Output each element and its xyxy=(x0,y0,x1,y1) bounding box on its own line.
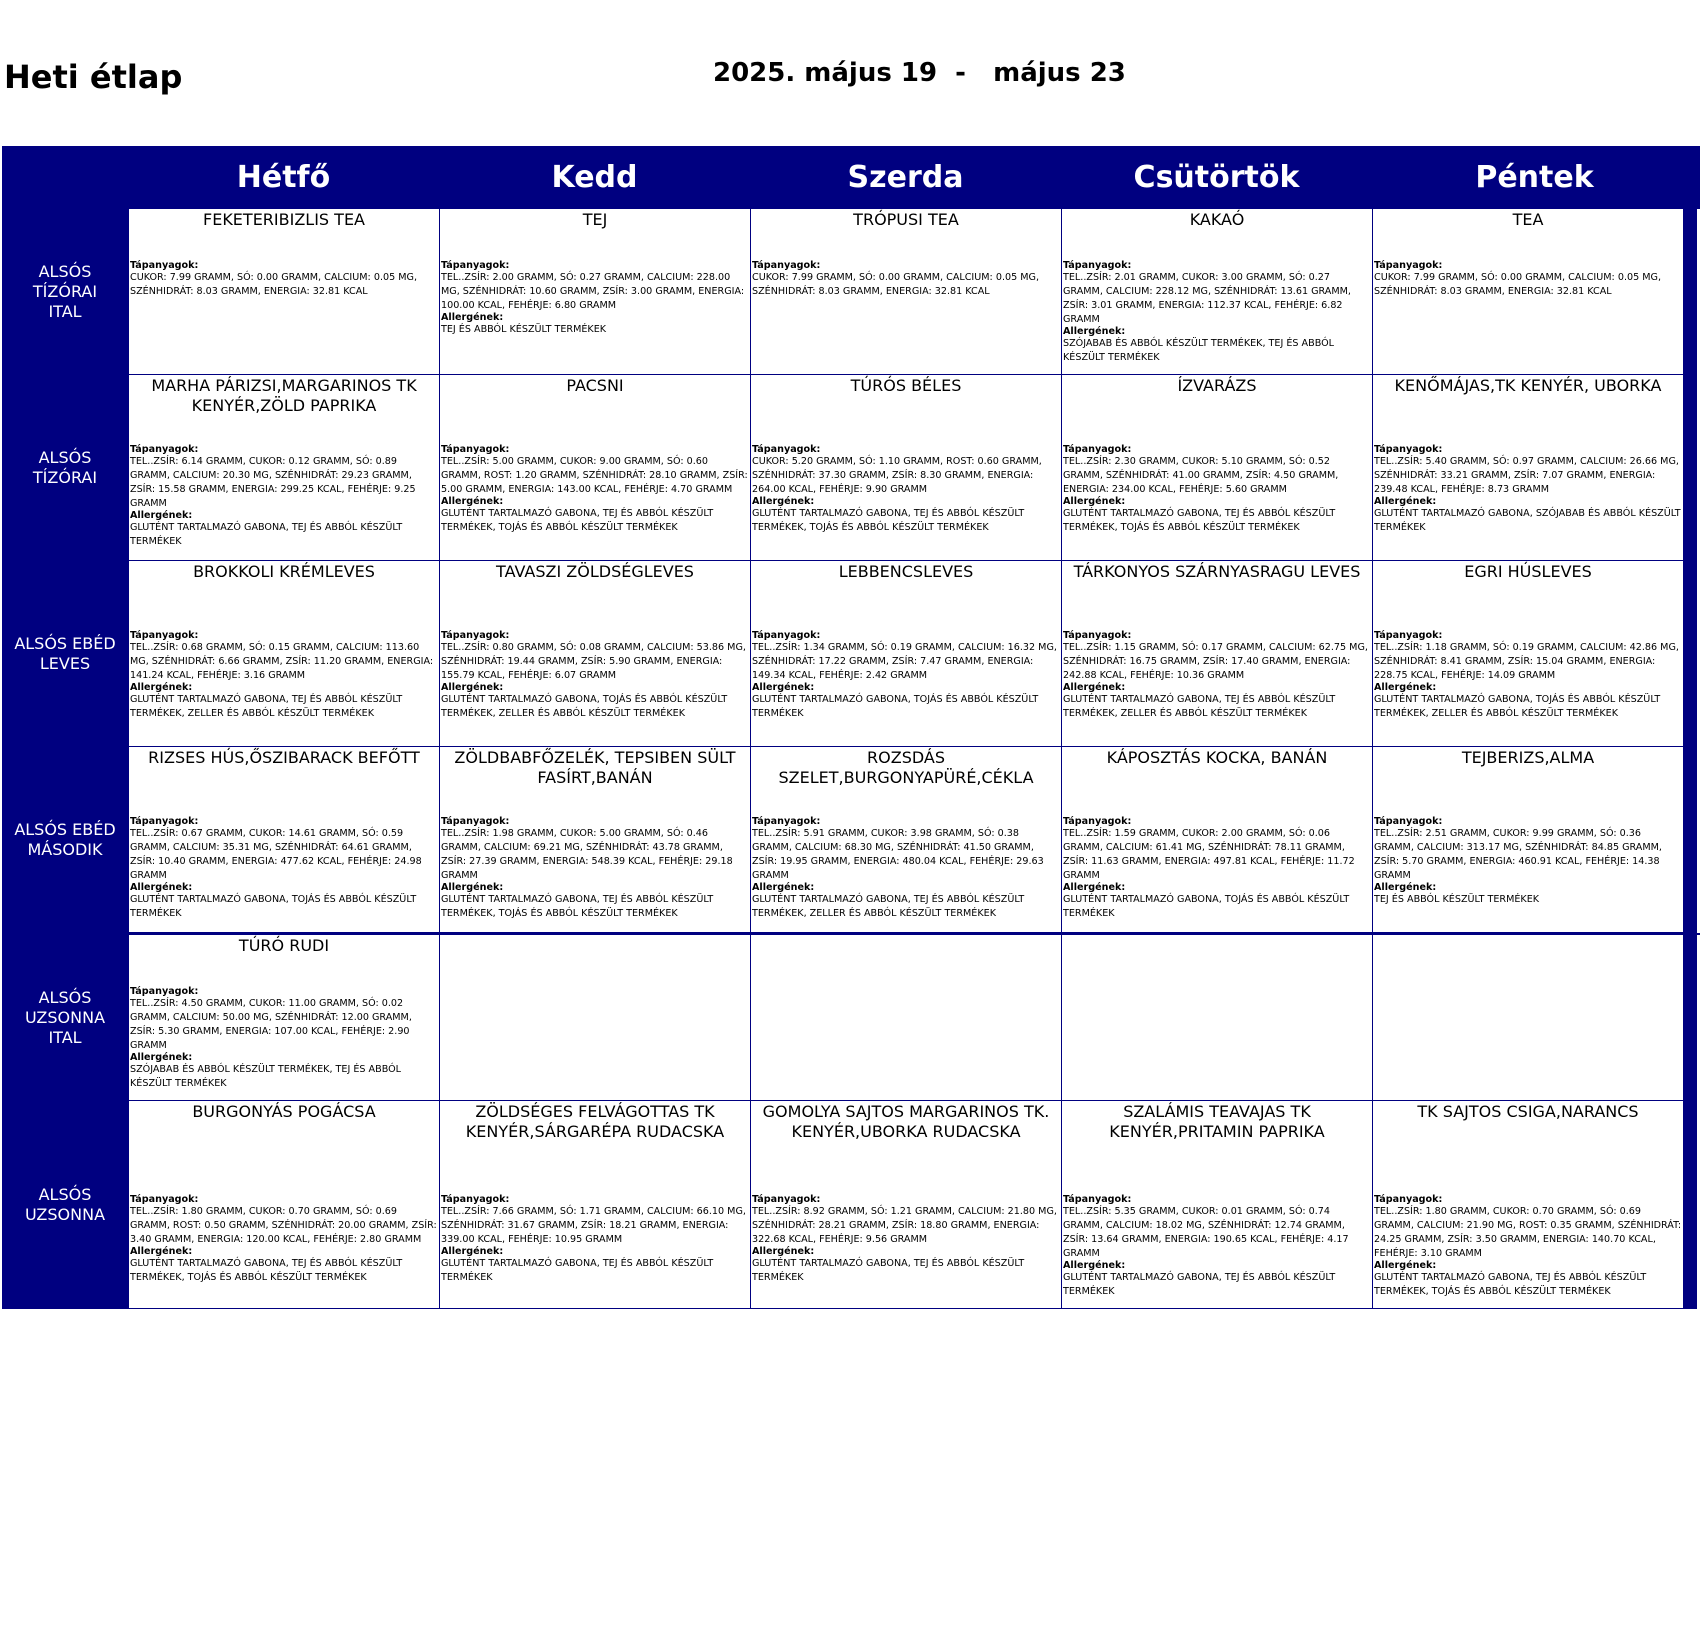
allergens-text: GLUTÉNT TARTALMAZÓ GABONA, TEJ ÉS ABBÓL KÉSZÜLT TERMÉKEK, TOJÁS ÉS ABBÓL KÉSZÜLT TERMÉKEK xyxy=(441,508,714,533)
nutrients-text: TEL..ZSÍR: 7.66 GRAMM, SÓ: 1.71 GRAMM, CALCIUM: 66.10 MG, SZÉNHIDRÁT: 31.67 GRAMM, ZSÍR: 18.21 GRAMM, ENERGIA: 339.00 KCAL, FEHÉRJE: 10.95 GRAMM xyxy=(441,1206,746,1245)
allergens-text: GLUTÉNT TARTALMAZÓ GABONA, TEJ ÉS ABBÓL KÉSZÜLT TERMÉKEK, ZELLER ÉS ABBÓL KÉSZÜLT TERMÉKEK xyxy=(130,694,403,719)
day-header: Péntek xyxy=(1475,160,1594,195)
nutrients-text: TEL..ZSÍR: 0.68 GRAMM, SÓ: 0.15 GRAMM, CALCIUM: 113.60 MG, SZÉNHIDRÁT: 6.66 GRAMM, ZSÍR: 11.20 GRAMM, ENERGIA: 141.24 KCAL, FEHÉRJE: 3.16 GRAMM xyxy=(130,642,434,681)
meal-name: LEBBENCSLEVES xyxy=(838,562,974,581)
meal-name: ZÖLDSÉGES FELVÁGOTTAS TK KENYÉR,SÁRGARÉPA RUDACSKA xyxy=(465,1102,725,1141)
menu-rows xyxy=(2,209,1700,1309)
menu-cell xyxy=(1372,747,1697,933)
meal-name: PACSNI xyxy=(566,376,624,395)
allergens-label: Allergének: xyxy=(1063,882,1126,893)
nutrients-text: TEL..ZSÍR: 1.59 GRAMM, CUKOR: 2.00 GRAMM, SÓ: 0.06 GRAMM, CALCIUM: 61.41 MG, SZÉNHIDRÁT: 78.11 GRAMM, ZSÍR: 11.63 GRAMM, ENERGIA: 497.81 KCAL, FEHÉRJE: 11.72 GRAMM xyxy=(1063,828,1355,881)
meal-name: TRÓPUSI TEA xyxy=(853,210,959,229)
nutrients-text: CUKOR: 7.99 GRAMM, SÓ: 0.00 GRAMM, CALCIUM: 0.05 MG, SZÉNHIDRÁT: 8.03 GRAMM, ENERGIA: 32.81 KCAL xyxy=(130,272,418,297)
meal-name: TAVASZI ZÖLDSÉGLEVES xyxy=(496,562,694,581)
nutrients-text: CUKOR: 7.99 GRAMM, SÓ: 0.00 GRAMM, CALCIUM: 0.05 MG, SZÉNHIDRÁT: 8.03 GRAMM, ENERGIA: 32.81 KCAL xyxy=(1374,272,1662,297)
allergens-label: Allergének: xyxy=(752,882,815,893)
nutrients-label: Tápanyagok: xyxy=(1063,444,1132,455)
nutrients-label: Tápanyagok: xyxy=(441,816,510,827)
nutrition-info xyxy=(1374,1195,1682,1299)
meal-type-label: ALSÓS TÍZÓRAI ITAL xyxy=(2,209,128,375)
menu-row xyxy=(2,561,1700,747)
nutrients-label: Tápanyagok: xyxy=(441,260,510,271)
menu-cell xyxy=(750,935,1061,1101)
menu-cell xyxy=(750,1101,1061,1309)
nutrients-label: Tápanyagok: xyxy=(130,630,199,641)
allergens-label: Allergének: xyxy=(1063,1260,1126,1271)
menu-cell xyxy=(439,747,750,933)
allergens-text: GLUTÉNT TARTALMAZÓ GABONA, TEJ ÉS ABBÓL KÉSZÜLT TERMÉKEK, ZELLER ÉS ABBÓL KÉSZÜLT TERMÉKEK xyxy=(1063,694,1336,719)
menu-cell xyxy=(1372,561,1697,747)
nutrition-info xyxy=(1374,445,1682,535)
meal-type-label: ALSÓS UZSONNA ITAL xyxy=(2,935,128,1101)
allergens-text: GLUTÉNT TARTALMAZÓ GABONA, TEJ ÉS ABBÓL KÉSZÜLT TERMÉKEK, TOJÁS ÉS ABBÓL KÉSZÜLT TERMÉKEK xyxy=(1374,1272,1647,1297)
allergens-text: GLUTÉNT TARTALMAZÓ GABONA, TEJ ÉS ABBÓL KÉSZÜLT TERMÉKEK, TOJÁS ÉS ABBÓL KÉSZÜLT TERMÉKEK xyxy=(130,1258,403,1283)
allergens-text: GLUTÉNT TARTALMAZÓ GABONA, TOJÁS ÉS ABBÓL KÉSZÜLT TERMÉKEK xyxy=(752,694,1039,719)
allergens-text: GLUTÉNT TARTALMAZÓ GABONA, TOJÁS ÉS ABBÓL KÉSZÜLT TERMÉKEK, ZELLER ÉS ABBÓL KÉSZÜLT TERMÉKEK xyxy=(1374,694,1661,719)
nutrition-info xyxy=(130,817,438,921)
menu-cell xyxy=(128,209,439,375)
nutrients-label: Tápanyagok: xyxy=(1374,260,1443,271)
nutrients-label: Tápanyagok: xyxy=(752,260,821,271)
allergens-text: GLUTÉNT TARTALMAZÓ GABONA, SZÓJABAB ÉS ABBÓL KÉSZÜLT TERMÉKEK xyxy=(1374,508,1681,533)
nutrition-info xyxy=(1063,631,1371,721)
nutrition-info xyxy=(130,1195,438,1285)
allergens-label: Allergének: xyxy=(441,882,504,893)
meal-type-label: ALSÓS UZSONNA xyxy=(2,1101,128,1309)
allergens-label: Allergének: xyxy=(130,682,193,693)
meal-type-label: ALSÓS EBÉD LEVES xyxy=(2,561,128,747)
nutrition-info xyxy=(1063,817,1371,921)
allergens-label: Allergének: xyxy=(1063,326,1126,337)
allergens-text: TEJ ÉS ABBÓL KÉSZÜLT TERMÉKEK xyxy=(1374,894,1540,905)
menu-cell xyxy=(1061,209,1372,375)
meal-type-label: ALSÓS TÍZÓRAI xyxy=(2,375,128,561)
meal-name: BROKKOLI KRÉMLEVES xyxy=(193,562,375,581)
menu-cell xyxy=(1061,747,1372,933)
menu-cell xyxy=(128,561,439,747)
allergens-text: GLUTÉNT TARTALMAZÓ GABONA, TEJ ÉS ABBÓL KÉSZÜLT TERMÉKEK, TOJÁS ÉS ABBÓL KÉSZÜLT TERMÉKEK xyxy=(1063,508,1336,533)
date-range: 2025. május 19 - május 23 xyxy=(713,58,1126,88)
menu-cell xyxy=(439,935,750,1101)
nutrition-info xyxy=(441,261,749,337)
nutrients-text: TEL..ZSÍR: 1.34 GRAMM, SÓ: 0.19 GRAMM, CALCIUM: 16.32 MG, SZÉNHIDRÁT: 17.22 GRAMM, ZSÍR: 7.47 GRAMM, ENERGIA: 149.34 KCAL, FEHÉRJE: 2.42 GRAMM xyxy=(752,642,1057,681)
allergens-text: TEJ ÉS ABBÓL KÉSZÜLT TERMÉKEK xyxy=(441,324,607,335)
nutrients-label: Tápanyagok: xyxy=(130,1194,199,1205)
day-header-row xyxy=(2,146,1700,209)
nutrients-label: Tápanyagok: xyxy=(130,444,199,455)
menu-cell xyxy=(439,209,750,375)
nutrients-text: TEL..ZSÍR: 5.00 GRAMM, CUKOR: 9.00 GRAMM, SÓ: 0.60 GRAMM, ROST: 1.20 GRAMM, SZÉNHIDRÁT: 28.10 GRAMM, ZSÍR: 5.00 GRAMM, ENERGIA: 143.00 KCAL, FEHÉRJE: 4.70 GRAMM xyxy=(441,456,748,495)
allergens-label: Allergének: xyxy=(130,882,193,893)
meal-name: ROZSDÁS SZELET,BURGONYAPÜRÉ,CÉKLA xyxy=(778,748,1034,787)
nutrition-info xyxy=(752,261,1060,299)
nutrition-info xyxy=(752,1195,1060,1285)
allergens-label: Allergének: xyxy=(441,682,504,693)
menu-cell xyxy=(1372,1101,1697,1309)
meal-name: SZALÁMIS TEAVAJAS TK KENYÉR,PRITAMIN PAPRIKA xyxy=(1109,1102,1325,1141)
allergens-text: GLUTÉNT TARTALMAZÓ GABONA, TEJ ÉS ABBÓL KÉSZÜLT TERMÉKEK xyxy=(752,1258,1025,1283)
allergens-text: GLUTÉNT TARTALMAZÓ GABONA, TEJ ÉS ABBÓL KÉSZÜLT TERMÉKEK xyxy=(441,1258,714,1283)
menu-cell xyxy=(1061,375,1372,561)
nutrients-text: TEL..ZSÍR: 1.80 GRAMM, CUKOR: 0.70 GRAMM, SÓ: 0.69 GRAMM, CALCIUM: 21.90 MG, ROST: 0.35 GRAMM, SZÉNHIDRÁT: 24.25 GRAMM, ZSÍR: 3.50 GRAMM, ENERGIA: 140.70 KCAL, FEHÉRJE: 3.10 GRAMM xyxy=(1374,1206,1682,1259)
allergens-label: Allergének: xyxy=(1374,496,1437,507)
nutrients-text: TEL..ZSÍR: 1.15 GRAMM, SÓ: 0.17 GRAMM, CALCIUM: 62.75 MG, SZÉNHIDRÁT: 16.75 GRAMM, ZSÍR: 17.40 GRAMM, ENERGIA: 242.88 KCAL, FEHÉRJE: 10.36 GRAMM xyxy=(1063,642,1368,681)
nutrition-info xyxy=(1063,445,1371,535)
nutrients-text: TEL..ZSÍR: 2.01 GRAMM, CUKOR: 3.00 GRAMM, SÓ: 0.27 GRAMM, CALCIUM: 228.12 MG, SZÉNHIDRÁT: 13.61 GRAMM, ZSÍR: 3.01 GRAMM, ENERGIA: 112.37 KCAL, FEHÉRJE: 6.82 GRAMM xyxy=(1063,272,1351,325)
menu-table xyxy=(2,146,1700,1309)
nutrients-label: Tápanyagok: xyxy=(752,816,821,827)
meal-name: ZÖLDBABFŐZELÉK, TEPSIBEN SÜLT FASÍRT,BANÁN xyxy=(454,748,736,787)
nutrition-info xyxy=(1374,631,1682,721)
menu-cell xyxy=(1372,209,1697,375)
nutrients-text: CUKOR: 7.99 GRAMM, SÓ: 0.00 GRAMM, CALCIUM: 0.05 MG, SZÉNHIDRÁT: 8.03 GRAMM, ENERGIA: 32.81 KCAL xyxy=(752,272,1040,297)
allergens-label: Allergének: xyxy=(130,1246,193,1257)
meal-name: TEJBERIZS,ALMA xyxy=(1461,748,1595,767)
meal-name: RIZSES HÚS,ŐSZIBARACK BEFŐTT xyxy=(148,748,420,767)
allergens-label: Allergének: xyxy=(1063,496,1126,507)
nutrition-info xyxy=(1374,261,1682,299)
nutrition-info xyxy=(130,445,438,549)
page-title: Heti étlap xyxy=(4,58,183,96)
allergens-text: GLUTÉNT TARTALMAZÓ GABONA, TEJ ÉS ABBÓL KÉSZÜLT TERMÉKEK xyxy=(1063,1272,1336,1297)
nutrients-label: Tápanyagok: xyxy=(1374,630,1443,641)
menu-row xyxy=(2,209,1700,375)
meal-name: GOMOLYA SAJTOS MARGARINOS TK. KENYÉR,UBORKA RUDACSKA xyxy=(762,1102,1050,1141)
nutrients-text: TEL..ZSÍR: 1.80 GRAMM, CUKOR: 0.70 GRAMM, SÓ: 0.69 GRAMM, ROST: 0.50 GRAMM, SZÉNHIDRÁT: 20.00 GRAMM, ZSÍR: 3.40 GRAMM, ENERGIA: 120.00 KCAL, FEHÉRJE: 2.80 GRAMM xyxy=(130,1206,437,1245)
menu-row xyxy=(2,747,1700,933)
meal-name: KENŐMÁJAS,TK KENYÉR, UBORKA xyxy=(1394,376,1662,395)
nutrients-label: Tápanyagok: xyxy=(1063,816,1132,827)
meal-name: TÚRÓS BÉLES xyxy=(850,376,962,395)
nutrients-text: TEL..ZSÍR: 2.51 GRAMM, CUKOR: 9.99 GRAMM, SÓ: 0.36 GRAMM, CALCIUM: 313.17 MG, SZÉNHIDRÁT: 84.85 GRAMM, ZSÍR: 5.70 GRAMM, ENERGIA: 460.91 KCAL, FEHÉRJE: 14.38 GRAMM xyxy=(1374,828,1662,881)
meal-name: KAKAÓ xyxy=(1189,210,1245,229)
day-header: Szerda xyxy=(847,160,964,195)
menu-cell xyxy=(439,1101,750,1309)
nutrients-text: CUKOR: 5.20 GRAMM, SÓ: 1.10 GRAMM, ROST: 0.60 GRAMM, SZÉNHIDRÁT: 37.30 GRAMM, ZSÍR: 8.30 GRAMM, ENERGIA: 264.00 KCAL, FEHÉRJE: 9.90 GRAMM xyxy=(752,456,1042,495)
menu-cell xyxy=(1372,935,1697,1101)
nutrients-text: TEL..ZSÍR: 5.91 GRAMM, CUKOR: 3.98 GRAMM, SÓ: 0.38 GRAMM, CALCIUM: 68.30 MG, SZÉNHIDRÁT: 41.50 GRAMM, ZSÍR: 19.95 GRAMM, ENERGIA: 480.04 KCAL, FEHÉRJE: 29.63 GRAMM xyxy=(752,828,1044,881)
allergens-text: GLUTÉNT TARTALMAZÓ GABONA, TOJÁS ÉS ABBÓL KÉSZÜLT TERMÉKEK xyxy=(1063,894,1350,919)
nutrition-info xyxy=(1063,261,1371,365)
nutrients-label: Tápanyagok: xyxy=(1063,260,1132,271)
nutrients-text: TEL..ZSÍR: 2.00 GRAMM, SÓ: 0.27 GRAMM, CALCIUM: 228.00 MG, SZÉNHIDRÁT: 10.60 GRAMM, ZSÍR: 3.00 GRAMM, ENERGIA: 100.00 KCAL, FEHÉRJE: 6.80 GRAMM xyxy=(441,272,745,311)
allergens-label: Allergének: xyxy=(441,1246,504,1257)
allergens-label: Allergének: xyxy=(1374,1260,1437,1271)
menu-cell xyxy=(750,375,1061,561)
allergens-label: Allergének: xyxy=(441,312,504,323)
allergens-text: GLUTÉNT TARTALMAZÓ GABONA, TEJ ÉS ABBÓL KÉSZÜLT TERMÉKEK, TOJÁS ÉS ABBÓL KÉSZÜLT TERMÉKEK xyxy=(752,508,1025,533)
nutrition-info xyxy=(130,987,438,1091)
nutrients-label: Tápanyagok: xyxy=(1374,444,1443,455)
nutrients-text: TEL..ZSÍR: 5.40 GRAMM, SÓ: 0.97 GRAMM, CALCIUM: 26.66 MG, SZÉNHIDRÁT: 33.21 GRAMM, ZSÍR: 7.07 GRAMM, ENERGIA: 239.48 KCAL, FEHÉRJE: 8.73 GRAMM xyxy=(1374,456,1679,495)
allergens-text: SZÓJABAB ÉS ABBÓL KÉSZÜLT TERMÉKEK, TEJ ÉS ABBÓL KÉSZÜLT TERMÉKEK xyxy=(130,1064,402,1089)
menu-row xyxy=(2,1101,1700,1309)
menu-cell xyxy=(750,209,1061,375)
allergens-text: GLUTÉNT TARTALMAZÓ GABONA, TEJ ÉS ABBÓL KÉSZÜLT TERMÉKEK xyxy=(130,522,403,547)
nutrients-text: TEL..ZSÍR: 2.30 GRAMM, CUKOR: 5.10 GRAMM, SÓ: 0.52 GRAMM, SZÉNHIDRÁT: 41.00 GRAMM, ZSÍR: 4.50 GRAMM, ENERGIA: 234.00 KCAL, FEHÉRJE: 5.60 GRAMM xyxy=(1063,456,1339,495)
nutrients-label: Tápanyagok: xyxy=(441,1194,510,1205)
nutrients-text: TEL..ZSÍR: 1.18 GRAMM, SÓ: 0.19 GRAMM, CALCIUM: 42.86 MG, SZÉNHIDRÁT: 8.41 GRAMM, ZSÍR: 15.04 GRAMM, ENERGIA: 228.75 KCAL, FEHÉRJE: 14.09 GRAMM xyxy=(1374,642,1679,681)
nutrition-info xyxy=(441,631,749,721)
menu-cell xyxy=(128,747,439,933)
meal-name: KÁPOSZTÁS KOCKA, BANÁN xyxy=(1106,748,1328,767)
allergens-label: Allergének: xyxy=(1374,682,1437,693)
nutrients-text: TEL..ZSÍR: 4.50 GRAMM, CUKOR: 11.00 GRAMM, SÓ: 0.02 GRAMM, CALCIUM: 50.00 MG, SZÉNHIDRÁT: 12.00 GRAMM, ZSÍR: 5.30 GRAMM, ENERGIA: 107.00 KCAL, FEHÉRJE: 2.90 GRAMM xyxy=(130,998,412,1051)
allergens-label: Allergének: xyxy=(752,1246,815,1257)
allergens-label: Allergének: xyxy=(1374,882,1437,893)
day-header: Kedd xyxy=(551,160,638,195)
nutrition-info xyxy=(752,817,1060,921)
nutrition-info xyxy=(130,631,438,721)
day-header: Hétfő xyxy=(236,160,331,195)
allergens-text: GLUTÉNT TARTALMAZÓ GABONA, TEJ ÉS ABBÓL KÉSZÜLT TERMÉKEK, TOJÁS ÉS ABBÓL KÉSZÜLT TERMÉKEK xyxy=(441,894,714,919)
allergens-text: GLUTÉNT TARTALMAZÓ GABONA, TOJÁS ÉS ABBÓL KÉSZÜLT TERMÉKEK xyxy=(130,894,417,919)
nutrients-text: TEL..ZSÍR: 5.35 GRAMM, CUKOR: 0.01 GRAMM, SÓ: 0.74 GRAMM, CALCIUM: 18.02 MG, SZÉNHIDRÁT: 12.74 GRAMM, ZSÍR: 13.64 GRAMM, ENERGIA: 190.65 KCAL, FEHÉRJE: 4.17 GRAMM xyxy=(1063,1206,1349,1259)
nutrition-info xyxy=(441,445,749,535)
nutrients-text: TEL..ZSÍR: 1.98 GRAMM, CUKOR: 5.00 GRAMM, SÓ: 0.46 GRAMM, CALCIUM: 69.21 MG, SZÉNHIDRÁT: 43.78 GRAMM, ZSÍR: 27.39 GRAMM, ENERGIA: 548.39 KCAL, FEHÉRJE: 29.18 GRAMM xyxy=(441,828,733,881)
menu-cell xyxy=(750,561,1061,747)
allergens-label: Allergének: xyxy=(441,496,504,507)
meal-name: TÁRKONYOS SZÁRNYASRAGU LEVES xyxy=(1073,562,1361,581)
allergens-label: Allergének: xyxy=(1063,682,1126,693)
nutrition-info xyxy=(752,445,1060,535)
menu-cell xyxy=(1061,561,1372,747)
nutrients-label: Tápanyagok: xyxy=(441,630,510,641)
allergens-text: SZÓJABAB ÉS ABBÓL KÉSZÜLT TERMÉKEK, TEJ ÉS ABBÓL KÉSZÜLT TERMÉKEK xyxy=(1063,338,1335,363)
allergens-text: GLUTÉNT TARTALMAZÓ GABONA, TOJÁS ÉS ABBÓL KÉSZÜLT TERMÉKEK, ZELLER ÉS ABBÓL KÉSZÜLT TERMÉKEK xyxy=(441,694,728,719)
meal-name: TK SAJTOS CSIGA,NARANCS xyxy=(1417,1102,1639,1121)
menu-cell xyxy=(750,747,1061,933)
allergens-label: Allergének: xyxy=(130,510,193,521)
nutrients-text: TEL..ZSÍR: 8.92 GRAMM, SÓ: 1.21 GRAMM, CALCIUM: 21.80 MG, SZÉNHIDRÁT: 28.21 GRAMM, ZSÍR: 18.80 GRAMM, ENERGIA: 322.68 KCAL, FEHÉRJE: 9.56 GRAMM xyxy=(752,1206,1057,1245)
allergens-label: Allergének: xyxy=(752,496,815,507)
menu-cell xyxy=(1372,375,1697,561)
menu-cell xyxy=(1061,1101,1372,1309)
nutrition-info xyxy=(441,1195,749,1285)
nutrients-label: Tápanyagok: xyxy=(752,444,821,455)
nutrients-label: Tápanyagok: xyxy=(1374,816,1443,827)
nutrition-info xyxy=(1374,817,1682,907)
nutrients-text: TEL..ZSÍR: 0.80 GRAMM, SÓ: 0.08 GRAMM, CALCIUM: 53.86 MG, SZÉNHIDRÁT: 19.44 GRAMM, ZSÍR: 5.90 GRAMM, ENERGIA: 155.79 KCAL, FEHÉRJE: 6.07 GRAMM xyxy=(441,642,746,681)
menu-cell xyxy=(128,1101,439,1309)
allergens-label: Allergének: xyxy=(130,1052,193,1063)
nutrients-label: Tápanyagok: xyxy=(1063,1194,1132,1205)
nutrition-info xyxy=(130,261,438,299)
nutrients-label: Tápanyagok: xyxy=(441,444,510,455)
header-corner xyxy=(2,146,128,209)
nutrients-label: Tápanyagok: xyxy=(130,986,199,997)
menu-cell xyxy=(1061,935,1372,1101)
nutrients-label: Tápanyagok: xyxy=(752,630,821,641)
meal-type-label: ALSÓS EBÉD MÁSODIK xyxy=(2,747,128,933)
meal-name: FEKETERIBIZLIS TEA xyxy=(203,210,365,229)
allergens-label: Allergének: xyxy=(752,682,815,693)
nutrients-label: Tápanyagok: xyxy=(130,816,199,827)
nutrients-text: TEL..ZSÍR: 0.67 GRAMM, CUKOR: 14.61 GRAMM, SÓ: 0.59 GRAMM, CALCIUM: 35.31 MG, SZÉNHIDRÁT: 64.61 GRAMM, ZSÍR: 10.40 GRAMM, ENERGIA: 477.62 KCAL, FEHÉRJE: 24.98 GRAMM xyxy=(130,828,422,881)
menu-cell xyxy=(439,375,750,561)
day-header: Csütörtök xyxy=(1133,160,1300,195)
nutrients-label: Tápanyagok: xyxy=(1063,630,1132,641)
nutrition-info xyxy=(1063,1195,1371,1299)
nutrients-label: Tápanyagok: xyxy=(752,1194,821,1205)
meal-name: EGRI HÚSLEVES xyxy=(1464,562,1592,581)
menu-cell xyxy=(439,561,750,747)
nutrition-info xyxy=(441,817,749,921)
nutrients-label: Tápanyagok: xyxy=(130,260,199,271)
menu-cell xyxy=(128,935,439,1101)
meal-name: ÍZVARÁZS xyxy=(1177,376,1257,395)
nutrition-info xyxy=(752,631,1060,721)
nutrients-text: TEL..ZSÍR: 6.14 GRAMM, CUKOR: 0.12 GRAMM, SÓ: 0.89 GRAMM, CALCIUM: 20.30 MG, SZÉNHIDRÁT: 29.23 GRAMM, ZSÍR: 15.58 GRAMM, ENERGIA: 299.25 KCAL, FEHÉRJE: 9.25 GRAMM xyxy=(130,456,416,509)
menu-row xyxy=(2,375,1700,561)
meal-name: MARHA PÁRIZSI,MARGARINOS TK KENYÉR,ZÖLD PAPRIKA xyxy=(151,376,417,415)
meal-name: TEJ xyxy=(582,210,608,229)
allergens-text: GLUTÉNT TARTALMAZÓ GABONA, TEJ ÉS ABBÓL KÉSZÜLT TERMÉKEK, ZELLER ÉS ABBÓL KÉSZÜLT TERMÉKEK xyxy=(752,894,1025,919)
meal-name: BURGONYÁS POGÁCSA xyxy=(192,1102,376,1121)
menu-row xyxy=(2,935,1700,1101)
menu-cell xyxy=(128,375,439,561)
meal-name: TÚRÓ RUDI xyxy=(238,936,330,955)
meal-name: TEA xyxy=(1512,210,1544,229)
nutrients-label: Tápanyagok: xyxy=(1374,1194,1443,1205)
